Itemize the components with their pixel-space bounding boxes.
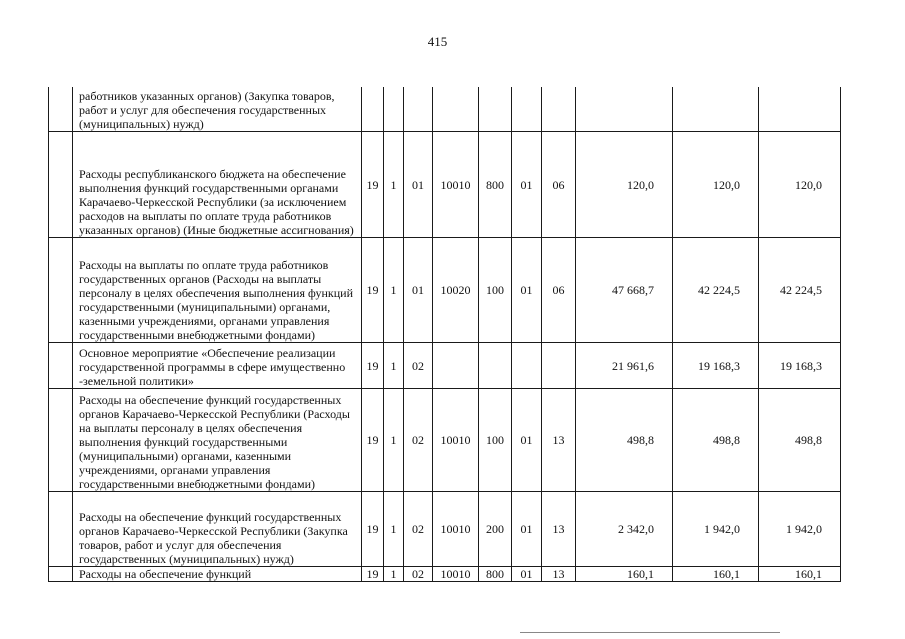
amount-cell-3: 120,0	[759, 132, 841, 238]
row-index-cell	[49, 87, 73, 132]
expense-name-cell: Расходы на обеспечение функций государственных органов Карачаево-Черкесской Республики (Расходы на выплаты персоналу в целях обеспечения выполнения функций государственными (муниципальными) органами, казенными учреждениями, органами управления государственными внебюджетными фондами)	[73, 389, 362, 492]
expense-type-cell: 100	[479, 389, 512, 492]
budget-table	[48, 87, 841, 582]
subsection-code-cell: 06	[542, 238, 576, 343]
amount-cell-2: 1 942,0	[673, 492, 759, 567]
amount-cell-3: 19 168,3	[759, 343, 841, 389]
amount-cell-2: 160,1	[673, 567, 759, 582]
subprogram-code-cell: 1	[384, 492, 404, 567]
amount-cell-2: 498,8	[673, 389, 759, 492]
subsection-code-cell: 13	[542, 389, 576, 492]
subprogram-code-cell: 1	[384, 389, 404, 492]
direction-code-cell: 10010	[433, 132, 479, 238]
amount-cell-2: 42 224,5	[673, 238, 759, 343]
program-code-cell: 19	[362, 567, 384, 582]
row-index-cell	[49, 567, 73, 582]
subprogram-code-cell: 1	[384, 238, 404, 343]
expense-name-cell: работников указанных органов) (Закупка товаров, работ и услуг для обеспечения государственных (муниципальных) нужд)	[73, 87, 362, 132]
table-row	[49, 87, 841, 132]
amount-cell-2	[673, 87, 759, 132]
program-code-cell: 19	[362, 389, 384, 492]
row-index-cell	[49, 343, 73, 389]
subprogram-code-cell: 1	[384, 132, 404, 238]
expense-type-cell: 100	[479, 238, 512, 343]
section-code-cell	[512, 343, 542, 389]
section-code-cell: 01	[512, 238, 542, 343]
table-row	[49, 132, 841, 238]
table-row	[49, 389, 841, 492]
section-code-cell: 01	[512, 389, 542, 492]
expense-type-cell	[479, 343, 512, 389]
row-index-cell	[49, 132, 73, 238]
row-index-cell	[49, 238, 73, 343]
amount-cell-3: 160,1	[759, 567, 841, 582]
amount-cell-1: 21 961,6	[576, 343, 673, 389]
scan-artifact-line	[520, 632, 780, 633]
expense-name-cell: Расходы республиканского бюджета на обеспечение выполнения функций государственными органами Карачаево-Черкесской Республики (за исключением расходов на выплаты по оплате труда работников указанных органов) (Иные бюджетные ассигнования)	[73, 132, 362, 238]
amount-cell-1	[576, 87, 673, 132]
amount-cell-2: 120,0	[673, 132, 759, 238]
table-row	[49, 567, 841, 582]
direction-code-cell: 10020	[433, 238, 479, 343]
table-row	[49, 343, 841, 389]
expense-name-cell: Расходы на выплаты по оплате труда работников государственных органов (Расходы на выплаты персоналу в целях обеспечения выполнения функций государственными (муниципальными) органами, казенными учреждениями, органами управления государственными внебюджетными фондами)	[73, 238, 362, 343]
event-code-cell: 02	[404, 567, 433, 582]
expense-type-cell: 200	[479, 492, 512, 567]
section-code-cell	[512, 87, 542, 132]
direction-code-cell: 10010	[433, 492, 479, 567]
subsection-code-cell: 13	[542, 492, 576, 567]
expense-type-cell	[479, 87, 512, 132]
amount-cell-1: 47 668,7	[576, 238, 673, 343]
expense-type-cell: 800	[479, 567, 512, 582]
subsection-code-cell: 13	[542, 567, 576, 582]
amount-cell-1: 498,8	[576, 389, 673, 492]
subsection-code-cell	[542, 87, 576, 132]
event-code-cell: 01	[404, 238, 433, 343]
program-code-cell: 19	[362, 238, 384, 343]
section-code-cell: 01	[512, 492, 542, 567]
event-code-cell	[404, 87, 433, 132]
subsection-code-cell: 06	[542, 132, 576, 238]
subprogram-code-cell: 1	[384, 567, 404, 582]
event-code-cell: 02	[404, 343, 433, 389]
expense-name-cell: Основное мероприятие «Обеспечение реализации государственной программы в сфере имущественно -земельной политики»	[73, 343, 362, 389]
program-code-cell	[362, 87, 384, 132]
direction-code-cell	[433, 87, 479, 132]
amount-cell-3	[759, 87, 841, 132]
subsection-code-cell	[542, 343, 576, 389]
expense-type-cell: 800	[479, 132, 512, 238]
section-code-cell: 01	[512, 567, 542, 582]
page-number: 415	[427, 34, 448, 49]
direction-code-cell	[433, 343, 479, 389]
amount-cell-3: 498,8	[759, 389, 841, 492]
row-index-cell	[49, 389, 73, 492]
amount-cell-3: 1 942,0	[759, 492, 841, 567]
program-code-cell: 19	[362, 492, 384, 567]
amount-cell-1: 160,1	[576, 567, 673, 582]
row-index-cell	[49, 492, 73, 567]
subprogram-code-cell: 1	[384, 343, 404, 389]
table-row	[49, 492, 841, 567]
table-row	[49, 238, 841, 343]
direction-code-cell: 10010	[433, 389, 479, 492]
expense-name-cell: Расходы на обеспечение функций	[73, 567, 362, 582]
direction-code-cell: 10010	[433, 567, 479, 582]
event-code-cell: 02	[404, 492, 433, 567]
program-code-cell: 19	[362, 343, 384, 389]
amount-cell-3: 42 224,5	[759, 238, 841, 343]
event-code-cell: 01	[404, 132, 433, 238]
expense-name-cell: Расходы на обеспечение функций государственных органов Карачаево-Черкесской Республики (Закупка товаров, работ и услуг для обеспечения государственных (муниципальных) нужд)	[73, 492, 362, 567]
amount-cell-1: 2 342,0	[576, 492, 673, 567]
program-code-cell: 19	[362, 132, 384, 238]
subprogram-code-cell	[384, 87, 404, 132]
event-code-cell: 02	[404, 389, 433, 492]
amount-cell-2: 19 168,3	[673, 343, 759, 389]
amount-cell-1: 120,0	[576, 132, 673, 238]
section-code-cell: 01	[512, 132, 542, 238]
